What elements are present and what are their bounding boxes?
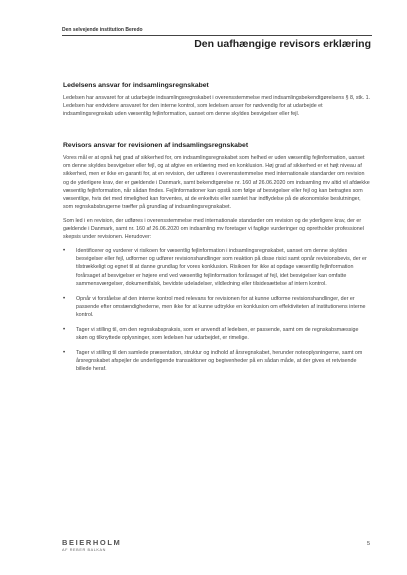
header-organization: Den selvejende institution Beredo <box>62 27 143 33</box>
page-number: 5 <box>367 541 371 547</box>
list-item <box>63 349 371 373</box>
bullet-icon: • <box>63 295 66 302</box>
section-auditor-responsibility <box>63 142 371 373</box>
list-item-text: Opnår vi forståelse af den interne kontrol med relevans for revisionen for at kunne udforme revisionshandlinger, der er passende efter omstændighederne, men ikke for at kunne udtrykke en konklusion om effektiviteten af institutionens interne kontrol. <box>76 295 366 318</box>
paragraph: Ledelsen har ansvaret for at udarbejde indsamlingsregnskabet i overensstemmelse med indsamlingsbekendtgørelsens § 8, stk. 1. Ledelsen har endvidere ansvaret for den interne kontrol, som ledelsen anser for nødvendig for at udarbejde et indsamlingsregnskab uden væsentlig fejlinformation, uanset om denne skyldes besvigelser eller fejl. <box>63 95 371 118</box>
paragraph: Vores mål er at opnå høj grad af sikkerhed for, om indsamlingsregnskabet som helhed er uden væsentlig fejlinformation, uanset om denne skyldes besvigelser eller fejl, og at afgive en erklæring med en konklusion. Høj grad af sikkerhed er et højt niveau af sikkerhed, men er ikke en garanti for, at en revision, der udføres i overensstemmelse med internationale standarder om revision og de yderligere krav, der er gældende i Danmark, samt bekendtgørelse nr. 160 af 26.06.2020 om indsamling mv altid vil afdække væsentlig fejlinformation, når sådan findes. Fejlinformationer kan opstå som følge af besvigelser eller fejl og kan betragtes som væsentlige, hvis det med rimelighed kan forventes, at de enkeltvis eller samlet har indflydelse på de økonomiske beslutninger, som regnskabsbrugerne træffer på grundlag af indsamlingsregnskabet. <box>63 155 370 210</box>
list-item-text: Tager vi stilling til den samlede præsentation, struktur og indhold af årsregnskabet, herunder noteoplysningerne, samt om årsregnskabet afspejler de underliggende transaktioner og begivenheder på en sådan måde, at der gives et retvisende billede heraf. <box>76 350 363 373</box>
header-divider <box>62 35 372 36</box>
page-title: Den uafhængige revisors erklæring <box>194 38 371 50</box>
list-item <box>63 247 371 287</box>
bullet-list <box>63 247 371 373</box>
company-logo: BEIERHOLM <box>62 538 122 547</box>
section-heading: Ledelsens ansvar for indsamlingsregnskabet <box>63 82 209 89</box>
paragraph: Som led i en revision, der udføres i overensstemmelse med internationale standarder om revision og de yderligere krav, der er gældende i Danmark, samt nr. 160 af 26.06.2020 om indsamling mv foretager vi faglige vurderinger og opretholder professionel skepsis under revisionen. Herudover: <box>63 217 364 241</box>
section-management-responsibility <box>63 82 371 118</box>
bullet-icon: • <box>63 350 66 357</box>
list-item-text: Tager vi stilling til, om den regnskabspraksis, som er anvendt af ledelsen, er passende, samt om de regnskabsmæssige skøn og tilknyttede oplysninger, som ledelsen har udarbejdet, er rimelige. <box>76 326 359 342</box>
list-item <box>63 295 371 319</box>
section-heading: Revisors ansvar for revisionen af indsamlingsregnskabet <box>63 142 249 150</box>
list-item <box>63 326 371 342</box>
bullet-icon: • <box>63 326 66 333</box>
main-content <box>63 82 371 380</box>
bullet-icon: • <box>63 248 66 255</box>
company-logo-subtitle: AF REBER BALKAN <box>62 548 107 552</box>
list-item-text: Identificerer og vurderer vi risikoen for væsentlig fejlinformation i indsamlingsregnskabet, uanset om denne skyldes besvigelser eller fejl, udformer og udfører revisionshandlinger som reaktion på disse risici samt opnår revisionsbevis, der er tilstrækkeligt og egnet til at danne grundlag for vores konklusion. Risikoen for ikke at opdage væsentlig fejlinformation forårsaget af besvigelser er højere end ved væsentlig fejlinformation forårsaget af fejl, idet besvigelser kan omfatte sammensværgelser, dokumentfalsk, bevidste udeladelser, vildledning eller tilsidesættelse af intern kontrol. <box>76 248 367 287</box>
